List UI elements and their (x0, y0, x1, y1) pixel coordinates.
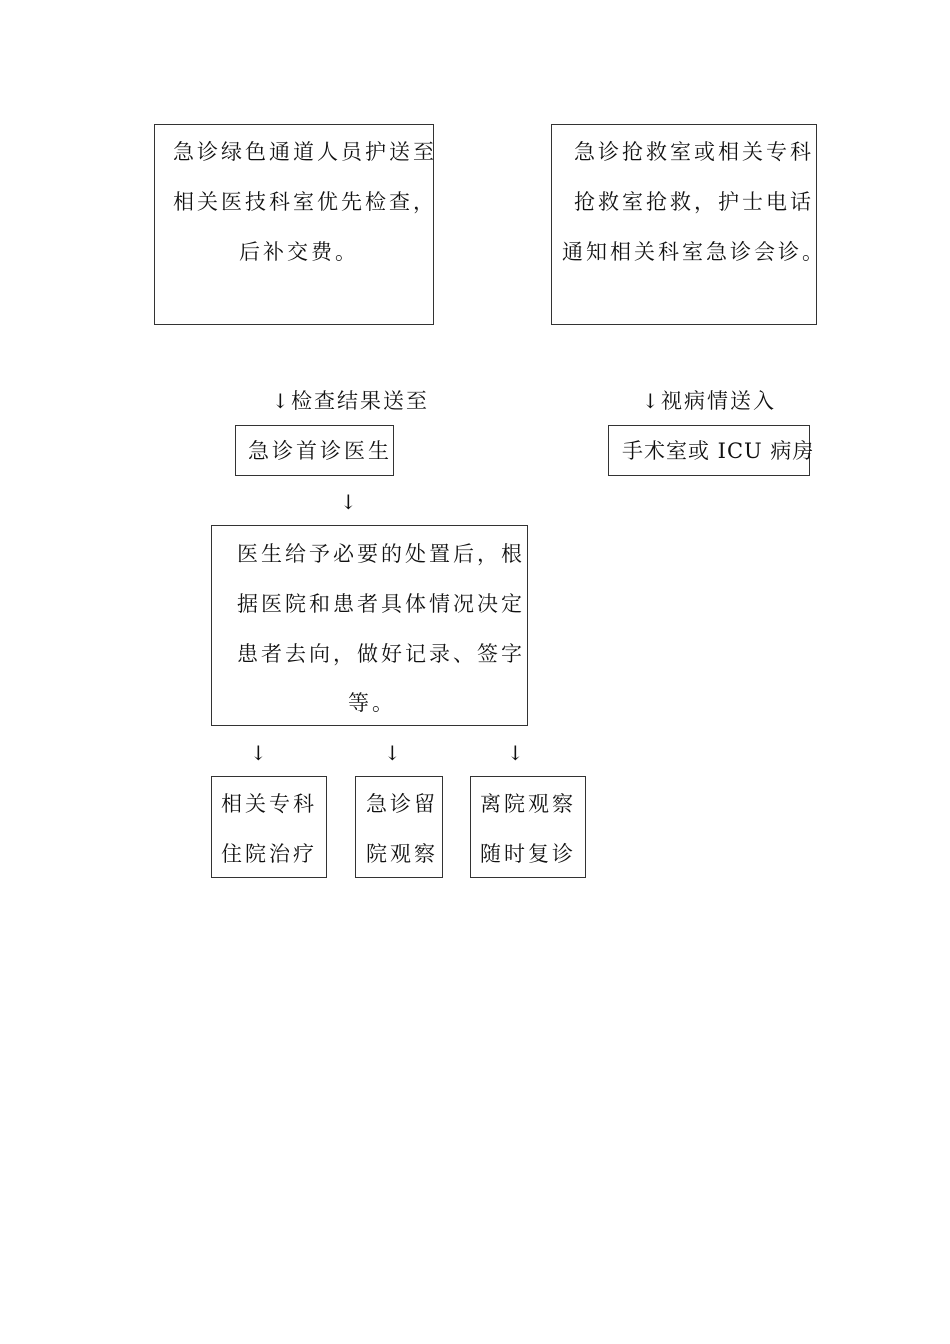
disposal-box (211, 525, 528, 726)
leave-line-2: 随时复诊 (480, 842, 576, 866)
or-icu-text: 手术室或 ICU 病房 (622, 439, 815, 463)
stay-observe-line-1: 急诊留 (366, 792, 438, 816)
disposal-line-2: 据医院和患者具体情况决定 (237, 592, 525, 616)
green-channel-line-3: 后补交费。 (239, 240, 359, 264)
down-arrow-icon: ↓ (507, 741, 524, 765)
down-arrow-icon: ↓ (384, 741, 401, 765)
hospitalize-box (211, 776, 327, 878)
rescue-line-1: 急诊抢救室或相关专科 (574, 140, 814, 164)
stay-observe-line-2: 院观察 (366, 842, 438, 866)
down-arrow-icon: ↓ (642, 389, 659, 413)
hospitalize-line-2: 住院治疗 (221, 842, 317, 866)
rescue-box (551, 124, 826, 325)
hospitalize-line-1: 相关专科 (221, 792, 317, 816)
down-arrow-icon: ↓ (272, 389, 289, 413)
down-arrow-icon: ↓ (250, 741, 267, 765)
green-channel-box (154, 124, 437, 325)
green-channel-line-1: 急诊绿色通道人员护送至 (173, 140, 437, 164)
stay-observe-box (355, 776, 443, 878)
disposal-line-3: 患者去向，做好记录、签字 (237, 642, 525, 666)
or-icu-box (608, 425, 815, 476)
first-doctor-box (235, 425, 394, 476)
disposal-line-4: 等。 (348, 691, 396, 715)
leave-box (470, 776, 586, 878)
rescue-line-3: 通知相关科室急诊会诊。 (562, 240, 826, 264)
down-arrow-icon: ↓ (340, 490, 357, 514)
green-channel-line-2: 相关医技科室优先检查， (173, 190, 437, 214)
rescue-line-2: 抢救室抢救，护士电话 (574, 190, 814, 214)
leave-line-1: 离院观察 (480, 792, 576, 816)
first-doctor-text: 急诊首诊医生 (248, 439, 392, 463)
exam-results-label: 检查结果送至 (291, 389, 429, 413)
disposal-line-1: 医生给予必要的处置后，根 (237, 542, 525, 566)
condition-label: 视病情送入 (661, 389, 776, 413)
